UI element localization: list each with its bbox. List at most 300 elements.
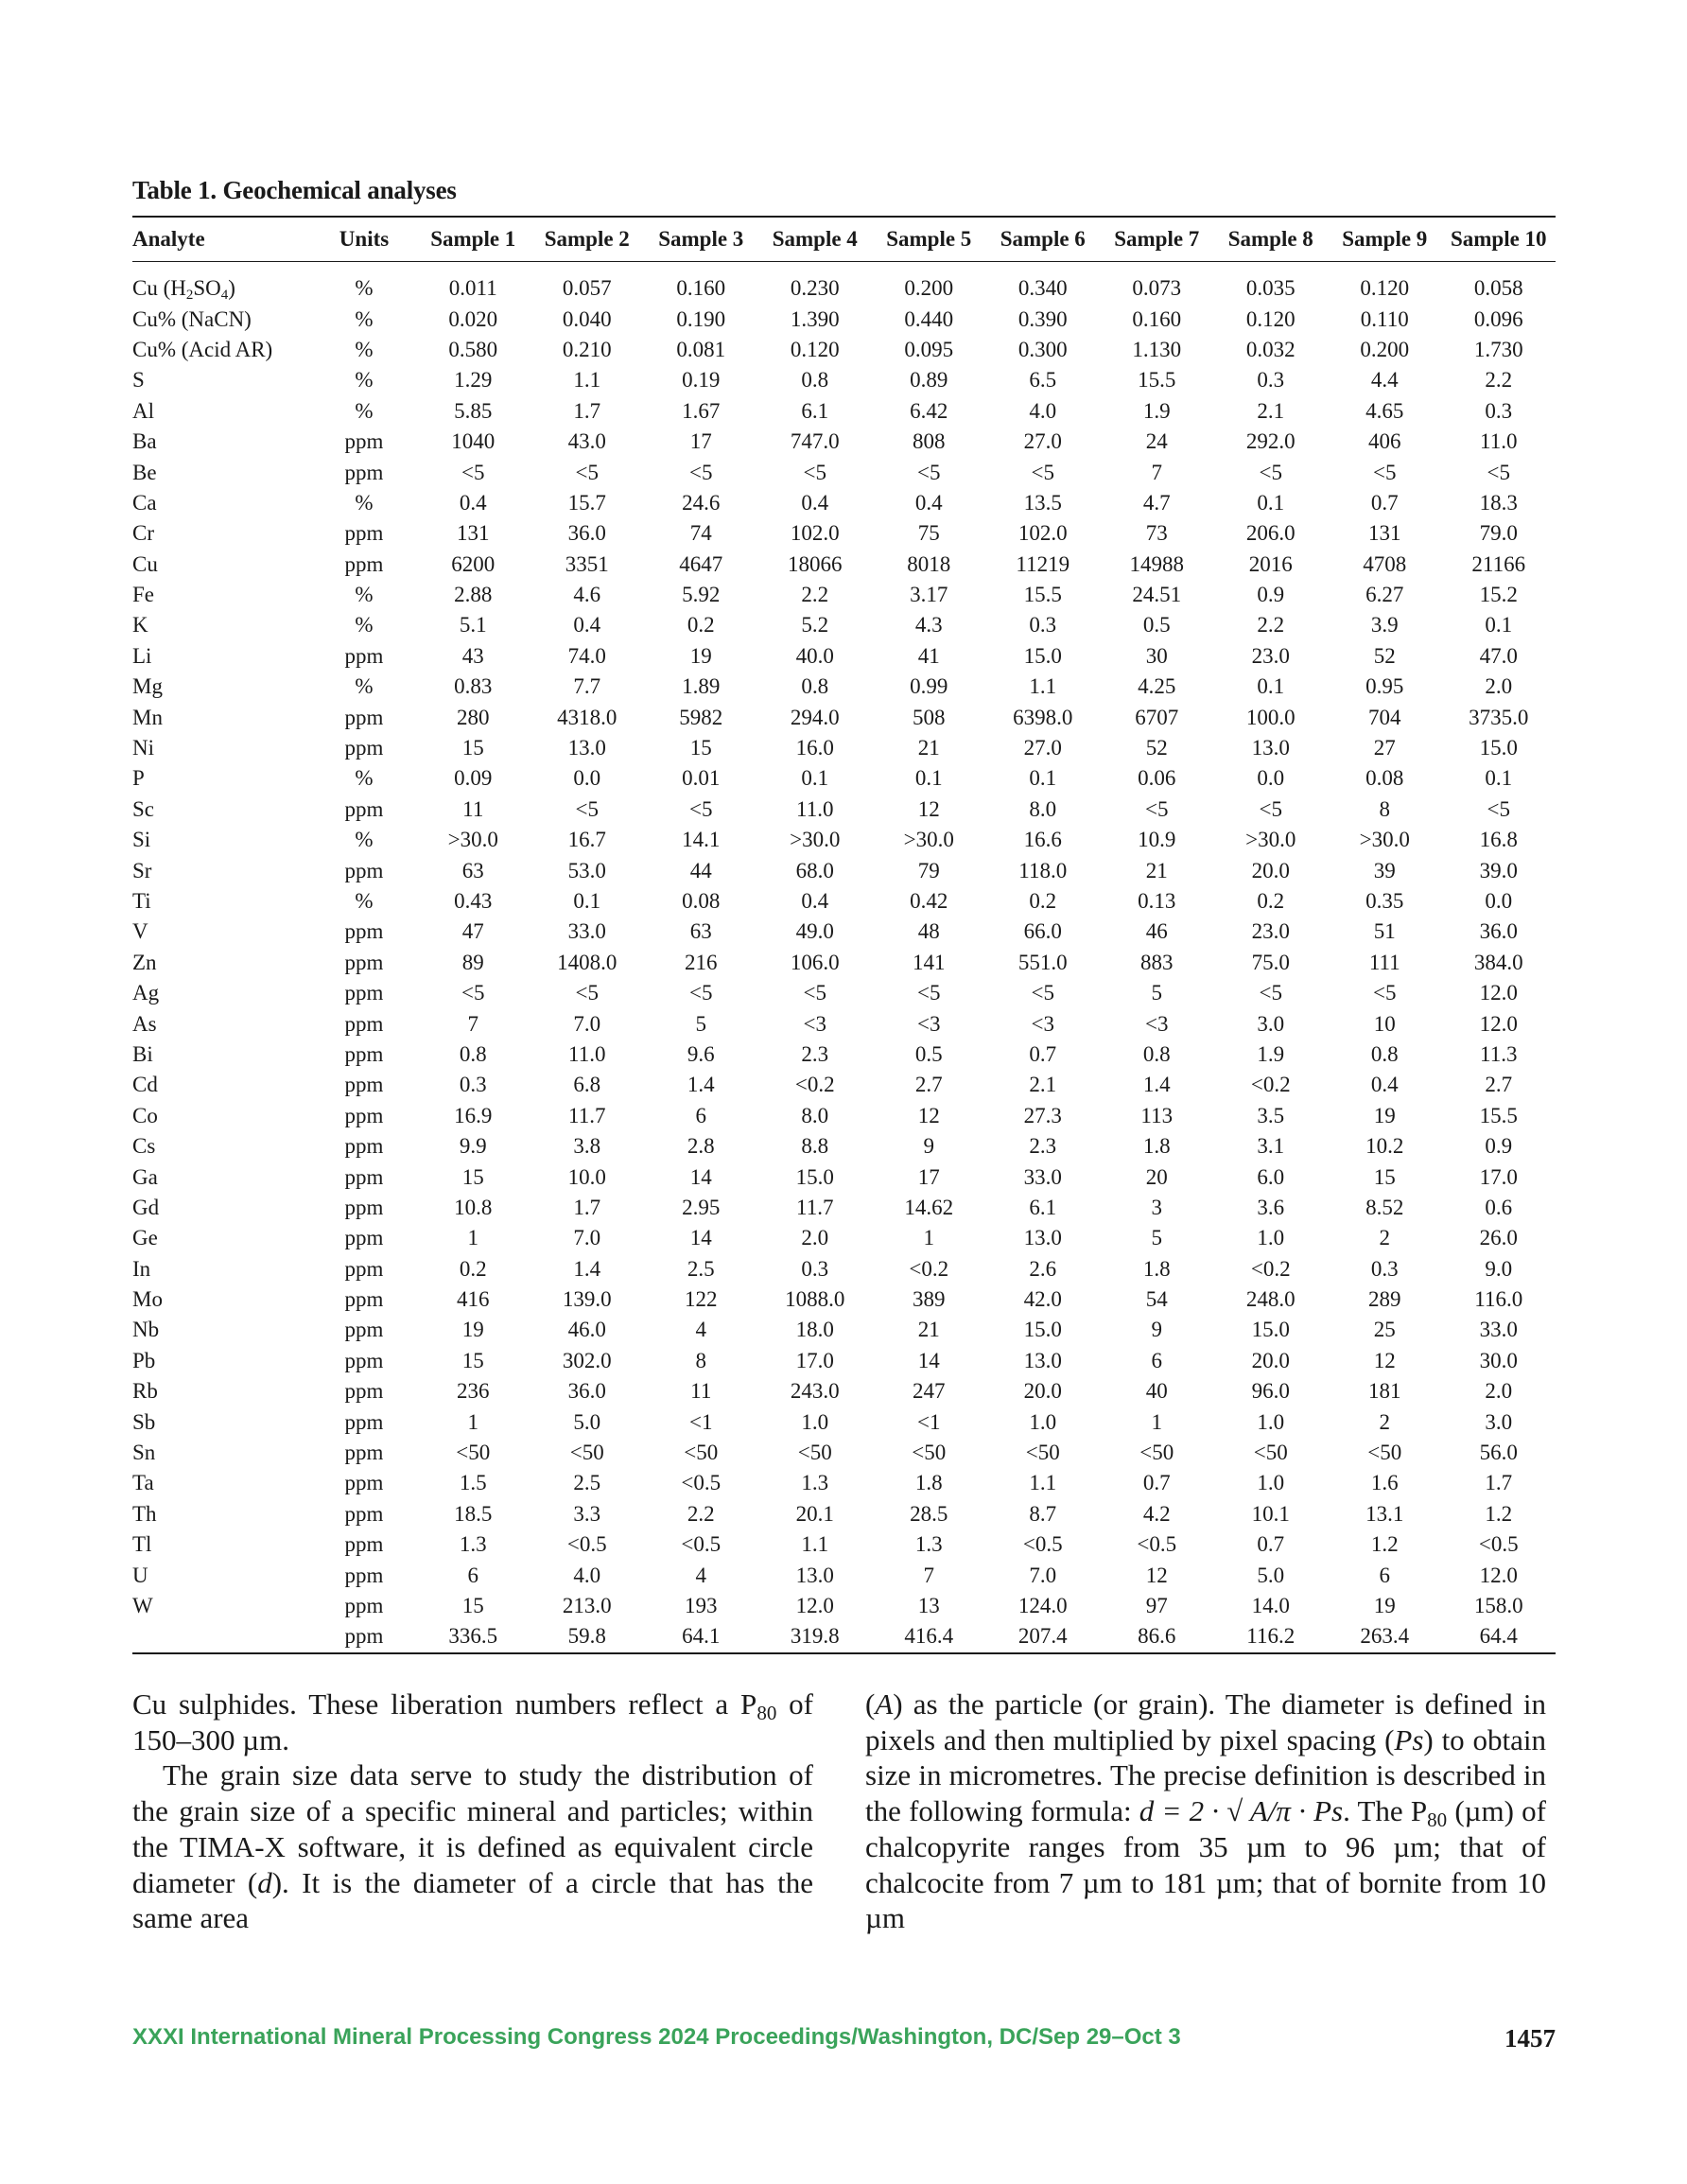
- analyte-cell: Fe: [132, 583, 154, 607]
- analyte-cell: Sb: [132, 1409, 156, 1434]
- value-cell: 8.8: [801, 1134, 829, 1159]
- value-cell: 16.0: [795, 736, 834, 760]
- value-cell: 20.0: [1251, 858, 1290, 882]
- value-cell: 12: [1145, 1563, 1168, 1587]
- column-header: Sample 9: [1342, 227, 1428, 251]
- variable-a: A: [875, 1687, 894, 1721]
- value-cell: 64.4: [1479, 1624, 1518, 1649]
- value-cell: 42.0: [1023, 1287, 1062, 1312]
- value-cell: <3: [917, 1011, 941, 1036]
- value-cell: 1.8: [914, 1471, 943, 1495]
- value-cell: <5: [1487, 460, 1510, 484]
- value-cell: 8018: [907, 551, 951, 576]
- value-cell: 14.62: [904, 1195, 954, 1219]
- value-cell: 2: [1379, 1226, 1390, 1250]
- value-cell: 39: [1373, 858, 1396, 882]
- value-cell: 416: [457, 1287, 490, 1312]
- value-cell: 8: [1379, 796, 1390, 821]
- value-cell: 0.2: [1029, 889, 1057, 913]
- value-cell: <1: [689, 1409, 713, 1434]
- value-cell: 36.0: [567, 521, 606, 546]
- value-cell: 15.5: [1479, 1103, 1518, 1127]
- value-cell: 1.0: [801, 1409, 829, 1434]
- table-row: [132, 763, 1556, 794]
- value-cell: 15.0: [795, 1164, 834, 1189]
- value-cell: >30.0: [790, 828, 841, 852]
- value-cell: 0.057: [562, 276, 612, 301]
- table-row: [132, 825, 1556, 855]
- value-cell: 33.0: [1479, 1318, 1518, 1342]
- value-cell: 36.0: [1479, 919, 1518, 944]
- value-cell: 0.011: [448, 276, 497, 301]
- value-cell: <5: [1259, 981, 1282, 1005]
- value-cell: 5.0: [573, 1409, 601, 1434]
- value-cell: 1.67: [682, 398, 721, 423]
- value-cell: 75.0: [1251, 950, 1290, 974]
- value-cell: 25: [1373, 1318, 1396, 1342]
- table-row: [132, 886, 1556, 917]
- value-cell: 1.9: [1257, 1041, 1285, 1066]
- value-cell: 5: [1151, 981, 1162, 1005]
- table-body: [132, 262, 1556, 1653]
- value-cell: <5: [1259, 796, 1282, 821]
- value-cell: 1.2: [1370, 1532, 1399, 1557]
- column-header: Sample 3: [658, 227, 744, 251]
- text-run: ) as the particle (or grain). The diameter is defined in pixels and then multiplied by pixel spacing (: [865, 1687, 1546, 1756]
- units-cell: ppm: [344, 1624, 384, 1649]
- column-header: Units: [339, 227, 390, 251]
- value-cell: 13.0: [1023, 1226, 1062, 1250]
- value-cell: 4: [695, 1563, 706, 1587]
- value-cell: 8.0: [801, 1103, 829, 1127]
- value-cell: 0.110: [1360, 306, 1409, 331]
- value-cell: <5: [1487, 796, 1510, 821]
- value-cell: 74.0: [567, 643, 606, 668]
- value-cell: 0.8: [459, 1041, 487, 1066]
- value-cell: 3.5: [1257, 1103, 1285, 1127]
- value-cell: 17.0: [1479, 1164, 1518, 1189]
- value-cell: 0.120: [1245, 306, 1296, 331]
- table-row: [132, 518, 1556, 549]
- units-cell: ppm: [344, 1593, 384, 1617]
- value-cell: 13.0: [795, 1563, 834, 1587]
- value-cell: 15: [461, 1348, 484, 1372]
- units-cell: %: [355, 368, 374, 393]
- text-run: (: [865, 1687, 876, 1721]
- value-cell: 102.0: [790, 521, 840, 546]
- value-cell: 6.1: [1029, 1195, 1057, 1219]
- value-cell: 11.7: [568, 1103, 606, 1127]
- value-cell: <0.5: [681, 1471, 722, 1495]
- value-cell: <5: [917, 981, 941, 1005]
- value-cell: 0.200: [904, 276, 954, 301]
- analyte-cell: U: [132, 1563, 148, 1587]
- value-cell: 14: [689, 1226, 712, 1250]
- value-cell: <5: [917, 460, 941, 484]
- table-row: [132, 1315, 1556, 1345]
- value-cell: 1: [1151, 1409, 1162, 1434]
- value-cell: 15: [461, 1593, 484, 1617]
- analyte-cell: As: [132, 1011, 157, 1036]
- value-cell: <5: [461, 981, 485, 1005]
- value-cell: 1.390: [790, 306, 840, 331]
- value-cell: 122: [685, 1287, 718, 1312]
- value-cell: 4.6: [573, 583, 601, 607]
- value-cell: 0.1: [1257, 674, 1285, 699]
- value-cell: <5: [1031, 460, 1054, 484]
- table-row: [132, 457, 1556, 487]
- analyte-cell: Nb: [132, 1318, 160, 1342]
- value-cell: 53.0: [567, 858, 606, 882]
- value-cell: 216: [685, 950, 718, 974]
- value-cell: 64.1: [682, 1624, 721, 1649]
- units-cell: ppm: [344, 705, 384, 729]
- value-cell: 0.0: [573, 766, 601, 791]
- value-cell: 15.5: [1023, 583, 1062, 607]
- value-cell: 7.0: [573, 1226, 601, 1250]
- value-cell: 6: [467, 1563, 478, 1587]
- value-cell: 0.43: [454, 889, 493, 913]
- column-header: Sample 4: [772, 227, 858, 251]
- variable-d: d: [257, 1865, 272, 1899]
- value-cell: 16.8: [1479, 828, 1518, 852]
- analyte-cell: Cu $(H_2SO_4)$: [132, 276, 235, 304]
- value-cell: 181: [1368, 1379, 1401, 1404]
- value-cell: 0.6: [1485, 1195, 1513, 1219]
- value-cell: 13.0: [567, 736, 606, 760]
- value-cell: 30: [1145, 643, 1168, 668]
- value-cell: 18.5: [454, 1501, 493, 1526]
- value-cell: 97: [1145, 1593, 1168, 1617]
- value-cell: 15: [1373, 1164, 1396, 1189]
- value-cell: 1088.0: [785, 1287, 845, 1312]
- value-cell: 19: [1373, 1593, 1396, 1617]
- value-cell: 0.7: [1142, 1471, 1171, 1495]
- value-cell: 7: [923, 1563, 934, 1587]
- value-cell: <50: [797, 1441, 832, 1465]
- value-cell: 74: [689, 521, 712, 546]
- table-row: [132, 978, 1556, 1008]
- value-cell: 27: [1373, 736, 1396, 760]
- value-cell: 30.0: [1479, 1348, 1518, 1372]
- value-cell: 17: [917, 1164, 940, 1189]
- value-cell: 20.0: [1023, 1379, 1062, 1404]
- value-cell: 43.0: [567, 429, 606, 454]
- analyte-cell: Gd: [132, 1195, 160, 1219]
- value-cell: 15.2: [1479, 583, 1518, 607]
- value-cell: 54: [1145, 1287, 1168, 1312]
- value-cell: 2.5: [687, 1256, 715, 1281]
- value-cell: 1.89: [682, 674, 721, 699]
- table-row: [132, 1254, 1556, 1284]
- paragraph-liberation: [132, 1686, 813, 1757]
- units-cell: ppm: [344, 1379, 384, 1404]
- value-cell: 0.160: [1132, 306, 1182, 331]
- value-cell: <1: [917, 1409, 941, 1434]
- value-cell: 0.7: [1257, 1532, 1285, 1557]
- value-cell: 0.4: [1370, 1073, 1399, 1097]
- value-cell: 36.0: [567, 1379, 606, 1404]
- value-cell: 24.51: [1132, 583, 1182, 607]
- value-cell: <0.5: [681, 1532, 722, 1557]
- value-cell: 1.8: [1142, 1256, 1171, 1281]
- value-cell: 1.0: [1257, 1409, 1285, 1434]
- value-cell: 3.1: [1257, 1134, 1285, 1159]
- value-cell: 0.580: [448, 337, 498, 361]
- value-cell: 5.1: [459, 613, 487, 638]
- value-cell: 7.0: [1029, 1563, 1057, 1587]
- table-row: [132, 1193, 1556, 1223]
- value-cell: 0.99: [910, 674, 948, 699]
- value-cell: 0.190: [676, 306, 726, 331]
- text-run: of 150–300 µm.: [132, 1687, 814, 1756]
- value-cell: 2.1: [1257, 398, 1285, 423]
- units-cell: %: [355, 828, 374, 852]
- value-cell: 4.0: [573, 1563, 601, 1587]
- value-cell: <5: [1031, 981, 1054, 1005]
- value-cell: 4.65: [1365, 398, 1404, 423]
- column-header: Sample 8: [1227, 227, 1313, 251]
- value-cell: 0.440: [904, 306, 954, 331]
- value-cell: 68.0: [795, 858, 834, 882]
- geochemical-table: [132, 216, 1556, 1654]
- value-cell: <5: [689, 796, 713, 821]
- analyte-cell: Cu: [132, 551, 158, 576]
- value-cell: 0.040: [562, 306, 612, 331]
- value-cell: 39.0: [1479, 858, 1518, 882]
- value-cell: 3351: [565, 551, 609, 576]
- value-cell: 5: [1151, 1226, 1162, 1250]
- value-cell: 12.0: [1479, 1563, 1518, 1587]
- value-cell: 0.4: [914, 490, 943, 515]
- units-cell: ppm: [344, 1318, 384, 1342]
- value-cell: 5982: [679, 705, 723, 729]
- value-cell: 6.8: [573, 1073, 601, 1097]
- value-cell: 10: [1373, 1011, 1396, 1036]
- value-cell: 1.4: [573, 1256, 601, 1281]
- value-cell: 7: [467, 1011, 478, 1036]
- value-cell: 0.06: [1138, 766, 1176, 791]
- analyte-cell: Ti: [132, 889, 151, 913]
- value-cell: 8: [695, 1348, 706, 1372]
- value-cell: 6: [1151, 1348, 1162, 1372]
- value-cell: 747.0: [790, 429, 840, 454]
- value-cell: 16.9: [454, 1103, 493, 1127]
- value-cell: 1: [923, 1226, 934, 1250]
- value-cell: 0.08: [682, 889, 721, 913]
- value-cell: 0.300: [1017, 337, 1068, 361]
- value-cell: 75: [917, 521, 940, 546]
- value-cell: <50: [912, 1441, 947, 1465]
- table-row: [132, 1223, 1556, 1253]
- value-cell: 704: [1368, 705, 1401, 729]
- analyte-cell: Sn: [132, 1441, 156, 1465]
- value-cell: 10.8: [454, 1195, 493, 1219]
- analyte-cell: Al: [132, 398, 154, 423]
- value-cell: 0.3: [1485, 398, 1513, 423]
- value-cell: 23.0: [1251, 643, 1290, 668]
- value-cell: 14.0: [1251, 1593, 1290, 1617]
- value-cell: <5: [461, 460, 485, 484]
- value-cell: 6.5: [1029, 368, 1057, 393]
- value-cell: 0.120: [1360, 276, 1410, 301]
- value-cell: 63: [461, 858, 484, 882]
- value-cell: 13: [917, 1593, 940, 1617]
- value-cell: 20: [1145, 1164, 1168, 1189]
- value-cell: 6.42: [910, 398, 948, 423]
- value-cell: 10.2: [1365, 1134, 1404, 1159]
- units-cell: %: [355, 674, 374, 699]
- value-cell: 15.0: [1023, 643, 1062, 668]
- table-row: [132, 273, 1556, 304]
- value-cell: 1.3: [801, 1471, 829, 1495]
- value-cell: 5.2: [801, 613, 829, 638]
- analyte-cell: Ni: [132, 736, 154, 760]
- table-row: [132, 1162, 1556, 1192]
- value-cell: 4.7: [1142, 490, 1171, 515]
- left-column: [132, 1686, 813, 1936]
- value-cell: 20.0: [1251, 1348, 1290, 1372]
- value-cell: 289: [1368, 1287, 1401, 1312]
- value-cell: 46.0: [567, 1318, 606, 1342]
- value-cell: 280: [457, 705, 490, 729]
- table-row: [132, 855, 1556, 885]
- units-cell: %: [355, 490, 374, 515]
- units-cell: ppm: [344, 981, 384, 1005]
- value-cell: <0.5: [1022, 1532, 1063, 1557]
- value-cell: <5: [575, 460, 599, 484]
- table-row: [132, 1070, 1556, 1100]
- units-cell: ppm: [344, 1563, 384, 1587]
- value-cell: 406: [1368, 429, 1401, 454]
- proceedings-footer: XXXI International Mineral Processing Congress 2024 Proceedings/Washington, DC/Sep 29–Oct 3: [132, 2024, 1181, 2050]
- analyte-cell: Cr: [132, 521, 154, 546]
- value-cell: 11: [690, 1379, 712, 1404]
- analyte-cell: Cs: [132, 1134, 156, 1159]
- value-cell: 52: [1145, 736, 1168, 760]
- value-cell: 12: [917, 796, 940, 821]
- units-cell: ppm: [344, 1256, 384, 1281]
- value-cell: 15.5: [1138, 368, 1176, 393]
- value-cell: 236: [457, 1379, 490, 1404]
- value-cell: 73: [1145, 521, 1168, 546]
- value-cell: 4.25: [1138, 674, 1176, 699]
- value-cell: 2.7: [914, 1073, 943, 1097]
- table-row: [132, 917, 1556, 947]
- table-row: [132, 733, 1556, 763]
- value-cell: 0.1: [801, 766, 829, 791]
- value-cell: 0.095: [904, 337, 954, 361]
- value-cell: <3: [1145, 1011, 1169, 1036]
- value-cell: 1.0: [1257, 1226, 1285, 1250]
- value-cell: 416.4: [904, 1624, 954, 1649]
- value-cell: <50: [569, 1441, 604, 1465]
- analyte-cell: Tl: [132, 1532, 152, 1557]
- value-cell: 1.7: [573, 398, 601, 423]
- value-cell: 14988: [1129, 551, 1184, 576]
- value-cell: 883: [1140, 950, 1174, 974]
- right-column: [865, 1686, 1546, 1936]
- units-cell: ppm: [344, 521, 384, 546]
- value-cell: 11: [462, 796, 484, 821]
- units-cell: ppm: [344, 1195, 384, 1219]
- value-cell: 41: [917, 643, 940, 668]
- value-cell: 26.0: [1479, 1226, 1518, 1250]
- text-run: (µm) of chalcopyrite ranges from 35 µm to 96 µm; that of chalcocite from 7 µm to 181 µm; that of bornite from 10 µm: [865, 1794, 1546, 1935]
- value-cell: 0.0: [1485, 889, 1513, 913]
- table-row: [132, 550, 1556, 580]
- subscript: 2: [185, 288, 194, 304]
- value-cell: 0.340: [1017, 276, 1068, 301]
- analyte-cell: K: [132, 613, 148, 638]
- table-row: [132, 1499, 1556, 1529]
- value-cell: 9: [1151, 1318, 1162, 1342]
- value-cell: 4.2: [1142, 1501, 1171, 1526]
- spacer-cell: [132, 262, 1556, 274]
- value-cell: 2.88: [454, 583, 493, 607]
- value-cell: 0.2: [459, 1256, 487, 1281]
- value-cell: 18.0: [795, 1318, 834, 1342]
- value-cell: 193: [685, 1593, 718, 1617]
- units-cell: ppm: [344, 1226, 384, 1250]
- units-cell: ppm: [344, 460, 384, 484]
- value-cell: 1.29: [454, 368, 493, 393]
- value-cell: 1.1: [1029, 1471, 1057, 1495]
- value-cell: 0.8: [1142, 1041, 1171, 1066]
- value-cell: 0.7: [1029, 1041, 1057, 1066]
- value-cell: 0.3: [801, 1256, 829, 1281]
- value-cell: 15: [461, 736, 484, 760]
- table-row: [132, 1468, 1556, 1498]
- value-cell: <5: [803, 460, 826, 484]
- value-cell: 4.0: [1029, 398, 1057, 423]
- analyte-cell: Ta: [132, 1471, 154, 1495]
- value-cell: 102.0: [1017, 521, 1068, 546]
- value-cell: 24: [1145, 429, 1168, 454]
- value-cell: 28.5: [910, 1501, 948, 1526]
- value-cell: 27.3: [1023, 1103, 1062, 1127]
- value-cell: 11.7: [796, 1195, 834, 1219]
- value-cell: 21: [917, 1318, 940, 1342]
- value-cell: 213.0: [562, 1593, 612, 1617]
- value-cell: 2.2: [687, 1501, 715, 1526]
- table-row: [132, 335, 1556, 365]
- text-run: Cu sulphides. These liberation numbers reflect a P: [132, 1687, 757, 1721]
- value-cell: <0.5: [1478, 1532, 1519, 1557]
- table-row: [132, 1376, 1556, 1406]
- value-cell: 27.0: [1023, 736, 1062, 760]
- analyte-cell: Bi: [132, 1041, 153, 1066]
- value-cell: 131: [457, 521, 490, 546]
- value-cell: 15.7: [567, 490, 606, 515]
- value-cell: 0.1: [1485, 613, 1513, 638]
- value-cell: 0.1: [1485, 766, 1513, 791]
- value-cell: 51: [1373, 919, 1396, 944]
- analyte-cell: Pb: [132, 1348, 156, 1372]
- value-cell: 1.6: [1370, 1471, 1399, 1495]
- units-cell: ppm: [344, 1348, 384, 1372]
- table-row: [132, 1008, 1556, 1039]
- value-cell: 4.3: [914, 613, 943, 638]
- value-cell: 1.1: [801, 1532, 829, 1557]
- value-cell: 2.6: [1029, 1256, 1057, 1281]
- column-header: Sample 10: [1450, 227, 1547, 251]
- column-header: Analyte: [132, 227, 205, 251]
- text-run: . The P: [1343, 1794, 1428, 1828]
- units-cell: ppm: [344, 1134, 384, 1159]
- value-cell: 12.0: [795, 1593, 834, 1617]
- value-cell: 0.4: [801, 889, 829, 913]
